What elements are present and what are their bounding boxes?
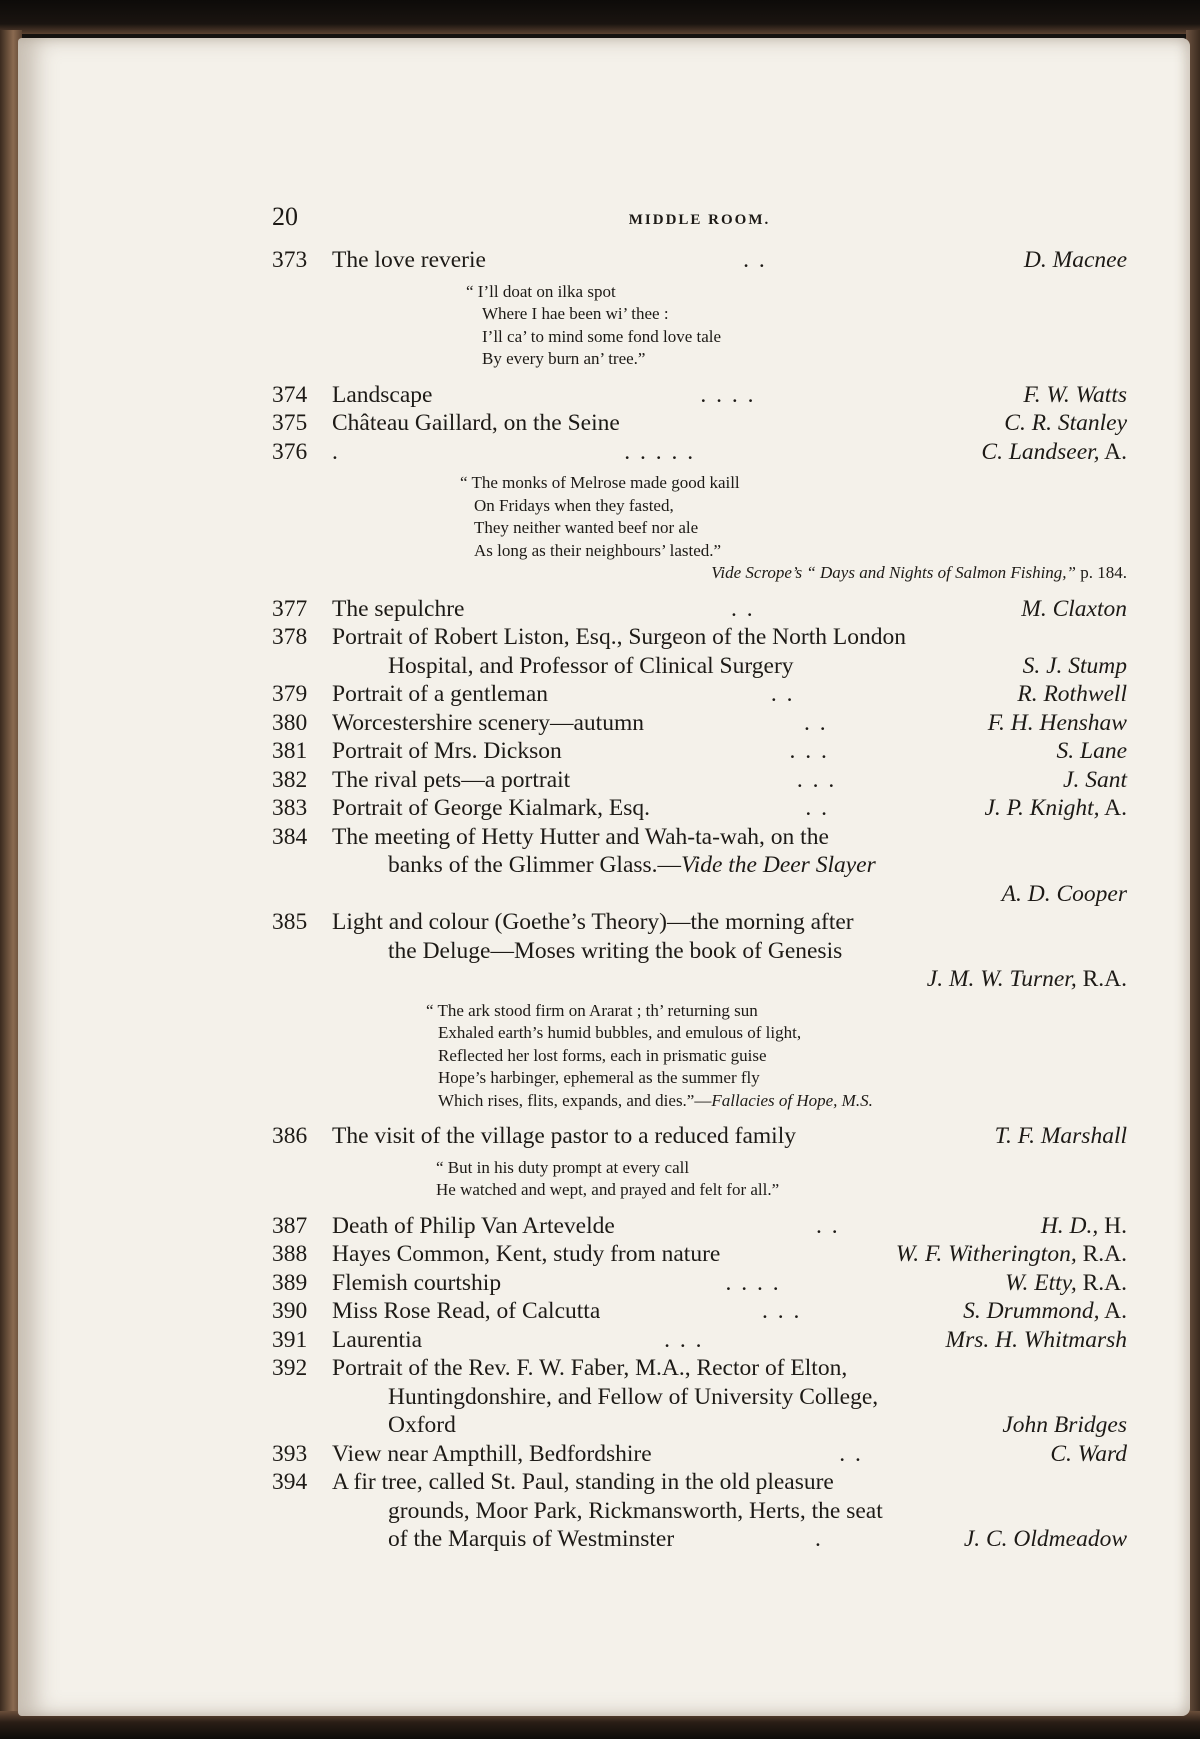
entry-artist: C. Landseer, — [981, 438, 1100, 465]
entry-artist: W. F. Witherington, — [895, 1241, 1077, 1267]
catalogue-entry — [272, 1354, 1127, 1383]
catalogue-entry — [272, 1440, 1127, 1469]
entry-number: 386 — [272, 1123, 308, 1149]
entry-number: 394 — [272, 1469, 308, 1495]
entry-continuation: of the Marquis of Westminster . J. C. Oldmeadow — [388, 1526, 1127, 1552]
entry-artist: John Bridges — [1002, 1412, 1127, 1438]
entry-artist: F. H. Henshaw — [987, 709, 1127, 736]
entry-title: Portrait of George Kialmark, Esq. — [332, 795, 651, 821]
entry-title: The sepulchre — [332, 595, 465, 622]
entry-title: Laurentia — [332, 1326, 423, 1353]
entry-title: Portrait of the Rev. F. W. Faber, M.A., Rector of Elton, — [332, 1355, 848, 1381]
entry-title: Landscape — [332, 381, 433, 408]
catalogue-page — [18, 38, 1190, 1716]
quote-line: By every burn an’ tree.” — [482, 349, 646, 368]
entry-artist: A. D. Cooper — [1001, 880, 1127, 907]
catalogue-entry — [272, 246, 1127, 275]
quote-line: Which rises, flits, expands, and dies.”—Fallacies of Hope, M.S. — [438, 1090, 873, 1110]
entry-artist: M. Claxton — [1021, 595, 1127, 622]
entry-continuation: Hospital, and Professor of Clinical Surgery S. J. Stump — [388, 652, 1127, 679]
entry-number: 387 — [272, 1212, 308, 1239]
entry-rank: A. — [1099, 438, 1127, 465]
entry-title: View near Ampthill, Bedfordshire — [332, 1440, 652, 1467]
entry-quote — [272, 281, 1127, 371]
catalogue-entry — [272, 1269, 1127, 1298]
entry-title: Worcestershire scenery—autumn — [332, 709, 644, 736]
entry-artist: Mrs. H. Whitmarsh — [945, 1326, 1127, 1353]
quote-citation: Vide Scrope’s “ Days and Nights of Salmon Fishing,” p. 184. — [711, 563, 1127, 582]
entry-number: 374 — [272, 381, 308, 408]
entry-quote — [272, 472, 1127, 585]
entry-quote — [272, 1157, 1127, 1202]
entry-artist: C. Ward — [1050, 1440, 1127, 1467]
entry-number: 385 — [272, 909, 308, 935]
entry-number: 378 — [272, 624, 308, 650]
entry-title: Portrait of a gentleman — [332, 681, 548, 707]
catalogue-entry — [272, 438, 1127, 467]
page-content — [272, 198, 1127, 1554]
catalogue-entry — [272, 381, 1127, 410]
book-binding-top — [0, 0, 1200, 34]
entry-title: Light and colour (Goethe’s Theory)—the morning after — [332, 909, 854, 935]
entry-title: Death of Philip Van Artevelde — [332, 1212, 615, 1239]
leader-dots: . . — [770, 681, 795, 707]
catalogue-entry — [272, 737, 1127, 766]
entry-artist: W. Etty, — [1005, 1269, 1077, 1296]
catalogue-entry — [272, 794, 1127, 823]
entry-title: The love reverie — [332, 247, 486, 273]
entry-number: 380 — [272, 709, 308, 736]
catalogue-entry — [272, 766, 1127, 795]
catalogue-entry — [272, 1468, 1127, 1497]
leader-dots: . . . . . — [624, 438, 696, 465]
entry-number: 389 — [272, 1269, 308, 1296]
entry-continuation: Oxford John Bridges — [388, 1412, 1127, 1438]
catalogue-entry — [272, 1326, 1127, 1355]
entry-artist: S. Drummond, — [963, 1298, 1100, 1324]
quote-line: Hope’s harbinger, ephemeral as the summer fly — [438, 1068, 760, 1087]
entry-title: A fir tree, called St. Paul, standing in the old pleasure — [332, 1469, 834, 1495]
entry-title: . — [332, 438, 338, 465]
entry-number: 391 — [272, 1326, 308, 1353]
entry-number: 379 — [272, 681, 308, 707]
leader-dots: . . — [743, 247, 767, 273]
entry-artist: J. M. W. Turner, — [926, 966, 1077, 992]
entry-continuation: grounds, Moor Park, Rickmansworth, Herts, the seat — [388, 1497, 883, 1524]
quote-line: “ The ark stood firm on Ararat ; th’ returning sun — [426, 1000, 758, 1020]
catalogue-entry — [272, 823, 1127, 852]
entry-rank: R.A. — [1076, 1241, 1127, 1267]
entry-title: The rival pets—a portrait — [332, 766, 571, 793]
leader-dots: . . . — [762, 1298, 802, 1324]
entry-continuation: Huntingdonshire, and Fellow of University College, — [388, 1383, 879, 1410]
entry-title: Château Gaillard, on the Seine — [332, 410, 620, 436]
entry-number: 376 — [272, 438, 308, 465]
catalogue-entry — [272, 709, 1127, 738]
entry-artist: S. Lane — [1056, 738, 1127, 764]
entry-number: 381 — [272, 738, 308, 764]
entry-artist: H. D., — [1040, 1212, 1099, 1239]
entry-artist: J. Sant — [1063, 766, 1127, 793]
entry-number: 377 — [272, 595, 308, 622]
entry-artist: J. P. Knight, — [984, 795, 1100, 821]
entry-title: Portrait of Robert Liston, Esq., Surgeon of the North London — [332, 624, 906, 650]
leader-dots: . . . — [664, 1326, 704, 1353]
entry-number: 383 — [272, 795, 308, 821]
entry-artist: S. J. Stump — [1022, 652, 1127, 679]
quote-source: Fallacies of Hope, M.S. — [711, 1090, 873, 1110]
entry-title: Hayes Common, Kent, study from nature — [332, 1241, 721, 1267]
entry-artist-line — [272, 965, 1127, 994]
leader-dots: . . — [816, 1212, 840, 1239]
entry-rank: A. — [1099, 1298, 1127, 1324]
entry-artist: F. W. Watts — [1023, 381, 1127, 408]
entry-artist: R. Rothwell — [1017, 681, 1127, 707]
entry-rank: R.A. — [1076, 966, 1127, 992]
quote-line: “ I’ll doat on ilka spot — [466, 281, 616, 301]
catalogue-entry — [272, 680, 1127, 709]
leader-dots: . . — [839, 1440, 863, 1467]
quote-line: As long as their neighbours’ lasted.” — [474, 540, 722, 560]
entry-number: 390 — [272, 1298, 308, 1324]
page-header — [272, 198, 1127, 246]
leader-dots: . . — [805, 795, 830, 821]
quote-line: On Fridays when they fasted, — [474, 495, 674, 515]
entry-artist: D. Macnee — [1023, 247, 1127, 273]
entry-number: 388 — [272, 1241, 308, 1267]
catalogue-entry — [272, 1122, 1127, 1151]
page-number: 20 — [272, 202, 298, 231]
entry-rank: H. — [1098, 1212, 1127, 1239]
catalogue-entry — [272, 623, 1127, 652]
entry-number: 375 — [272, 410, 308, 436]
leader-dots: . — [815, 1526, 823, 1552]
leader-dots: . . . — [789, 738, 829, 764]
leader-dots: . . . — [796, 766, 837, 793]
quote-line: “ The monks of Melrose made good kaill — [460, 473, 740, 492]
leader-dots: . . — [804, 709, 828, 736]
entry-continuation: the Deluge—Moses writing the book of Genesis — [388, 937, 843, 964]
quote-line: Exhaled earth’s humid bubbles, and emulous of light, — [438, 1023, 802, 1042]
entry-number: 384 — [272, 823, 308, 850]
quote-line: He watched and wept, and prayed and felt for all.” — [436, 1180, 780, 1199]
entry-number: 392 — [272, 1355, 308, 1381]
entry-title: Portrait of Mrs. Dickson — [332, 738, 562, 764]
entry-number: 393 — [272, 1440, 308, 1467]
entry-continuation: banks of the Glimmer Glass.—Vide the Deer Slayer — [388, 852, 876, 878]
catalogue-entry — [272, 908, 1127, 937]
catalogue-entry — [272, 1240, 1127, 1269]
catalogue-entry — [272, 1212, 1127, 1241]
entry-artist: T. F. Marshall — [994, 1123, 1127, 1149]
entry-number: 382 — [272, 766, 308, 793]
entry-artist-line — [272, 880, 1127, 909]
entry-artist: C. R. Stanley — [1004, 410, 1127, 436]
quote-line: Reflected her lost forms, each in prismatic guise — [438, 1045, 767, 1065]
quote-line: I’ll ca’ to mind some fond love tale — [482, 326, 722, 346]
quote-line: “ But in his duty prompt at every call — [436, 1157, 690, 1177]
entry-title: The meeting of Hetty Hutter and Wah-ta-wah, on the — [332, 823, 829, 850]
entry-rank: A. — [1099, 795, 1127, 821]
leader-dots: . . . . — [725, 1269, 781, 1296]
entry-title: The visit of the village pastor to a reduced family — [332, 1123, 796, 1149]
entry-rank: R.A. — [1076, 1269, 1127, 1296]
catalogue-entry — [272, 595, 1127, 624]
entry-number: 373 — [272, 247, 308, 273]
entry-artist: J. C. Oldmeadow — [963, 1526, 1127, 1552]
entry-title: Miss Rose Read, of Calcutta — [332, 1298, 601, 1324]
catalogue-entry — [272, 409, 1127, 438]
running-head: MIDDLE ROOM. — [628, 212, 771, 228]
catalogue-entry — [272, 1297, 1127, 1326]
entry-quote — [272, 1000, 1127, 1113]
entry-title: Flemish courtship — [332, 1269, 502, 1296]
quote-line: They neither wanted beef nor ale — [474, 518, 699, 537]
quote-line: Where I hae been wi’ thee : — [482, 304, 669, 323]
leader-dots: . . — [731, 595, 755, 622]
leader-dots: . . . . — [700, 381, 756, 408]
